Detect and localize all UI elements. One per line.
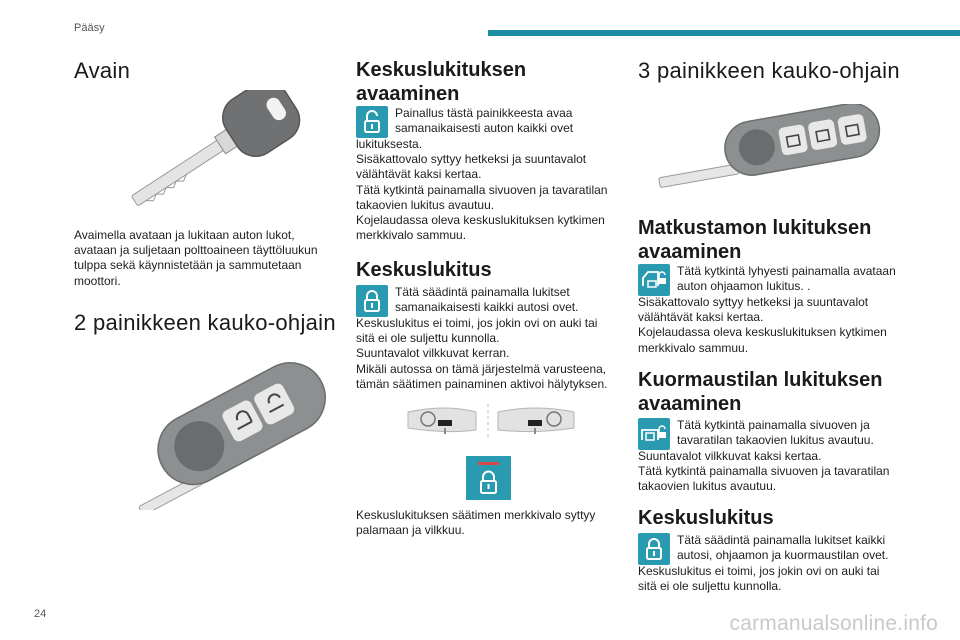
cargo-unlock-details: Suuntavalot vilkkuvat kaksi kertaa. Tätä kytkintä painamalla sivuoven ja tavaratilan takaovien lukitus avautuu. [638,449,890,494]
lock-indicator-icon [466,456,511,500]
lock-3-intro: Tätä säädintä painamalla lukitset kaikki autosi, ohjaamon ja kuormaustilan ovet. [677,533,889,563]
indicator-text: Keskuslukituksen säätimen merkkivalo syttyy palamaan ja vilkkuu. [356,508,596,538]
heading-cargo-unlock: Kuormaustilan lukituksen avaaminen [638,369,883,415]
heading-2-button-remote: 2 painikkeen kauko-ohjain [74,310,336,335]
header-accent-bar [488,30,960,36]
key-illustration [110,90,310,215]
heading-3-button-remote: 3 painikkeen kauko-ohjain [638,58,900,83]
heading-central-lock: Keskuslukitus [356,259,492,281]
cabin-unlock-intro: Tätä kytkintä lyhyesti painamalla avataan auton ohjaamon lukitus. . [677,264,896,294]
lock-details: Keskuslukitus ei toimi, jos jokin ovi on auki tai sitä ei ole suljettu kunnolla. Suuntavalot vilkkuvat kerran. Mikäli autossa on tämä järjestelmä varusteena, tämän säätimen painaminen aktivoi hälytyksen. [356,316,608,391]
unlock-icon [356,106,388,138]
heading-central-lock-3: Keskuslukitus [638,507,774,529]
remote-3-button-illustration [655,104,885,190]
cabin-unlock-details: Sisäkattovalo syttyy hetkeksi ja suuntavalot välähtävät kaksi kertaa. Kojelaudassa oleva keskuslukituksen kytkimen merkkivalo sammuu. [638,295,887,355]
lock-intro: Tätä säädintä painamalla lukitset samanaikaisesti kaikki autosi ovet. [395,285,579,315]
lock-icon [356,285,388,317]
unlock-intro: Painallus tästä painikkeesta avaa samanaikaisesti auton kaikki ovet [395,106,574,136]
heading-central-unlock: Keskuslukituksen avaaminen [356,59,527,105]
unlock-details: lukituksesta. Sisäkattovalo syttyy hetkeksi ja suuntavalot välähtävät kaksi kertaa. Tätä kytkintä painamalla sivuoven ja tavaratilan takaovien lukitus avautuu. Kojelaudassa oleva keskuslukituksen kytkimen merkkivalo sammuu. [356,137,608,243]
lock-icon-3 [638,533,670,565]
cargo-unlock-intro: Tätä kytkintä painamalla sivuoven ja tavaratilan takaovien lukitus avautuu. [677,418,874,448]
section-label: Pääsy [74,22,105,34]
remote-2-button-illustration [110,340,335,510]
cargo-unlock-icon [638,418,670,450]
heading-key: Avain [74,58,131,83]
watermark: carmanualsonline.info [729,612,938,635]
page-number: 24 [34,608,47,620]
cabin-unlock-icon [638,264,670,296]
heading-cabin-unlock: Matkustamon lukituksen avaaminen [638,217,872,263]
key-description: Avaimella avataan ja lukitaan auton lukot, avataan ja suljetaan polttoaineen täyttöluukun tulppa sekä käynnistetään ja sammutetaan moottori. [74,228,318,288]
dashboard-switch-illustration [406,402,578,442]
lock-3-details: Keskuslukitus ei toimi, jos jokin ovi on auki tai sitä ei ole suljettu kunnolla. [638,564,880,594]
